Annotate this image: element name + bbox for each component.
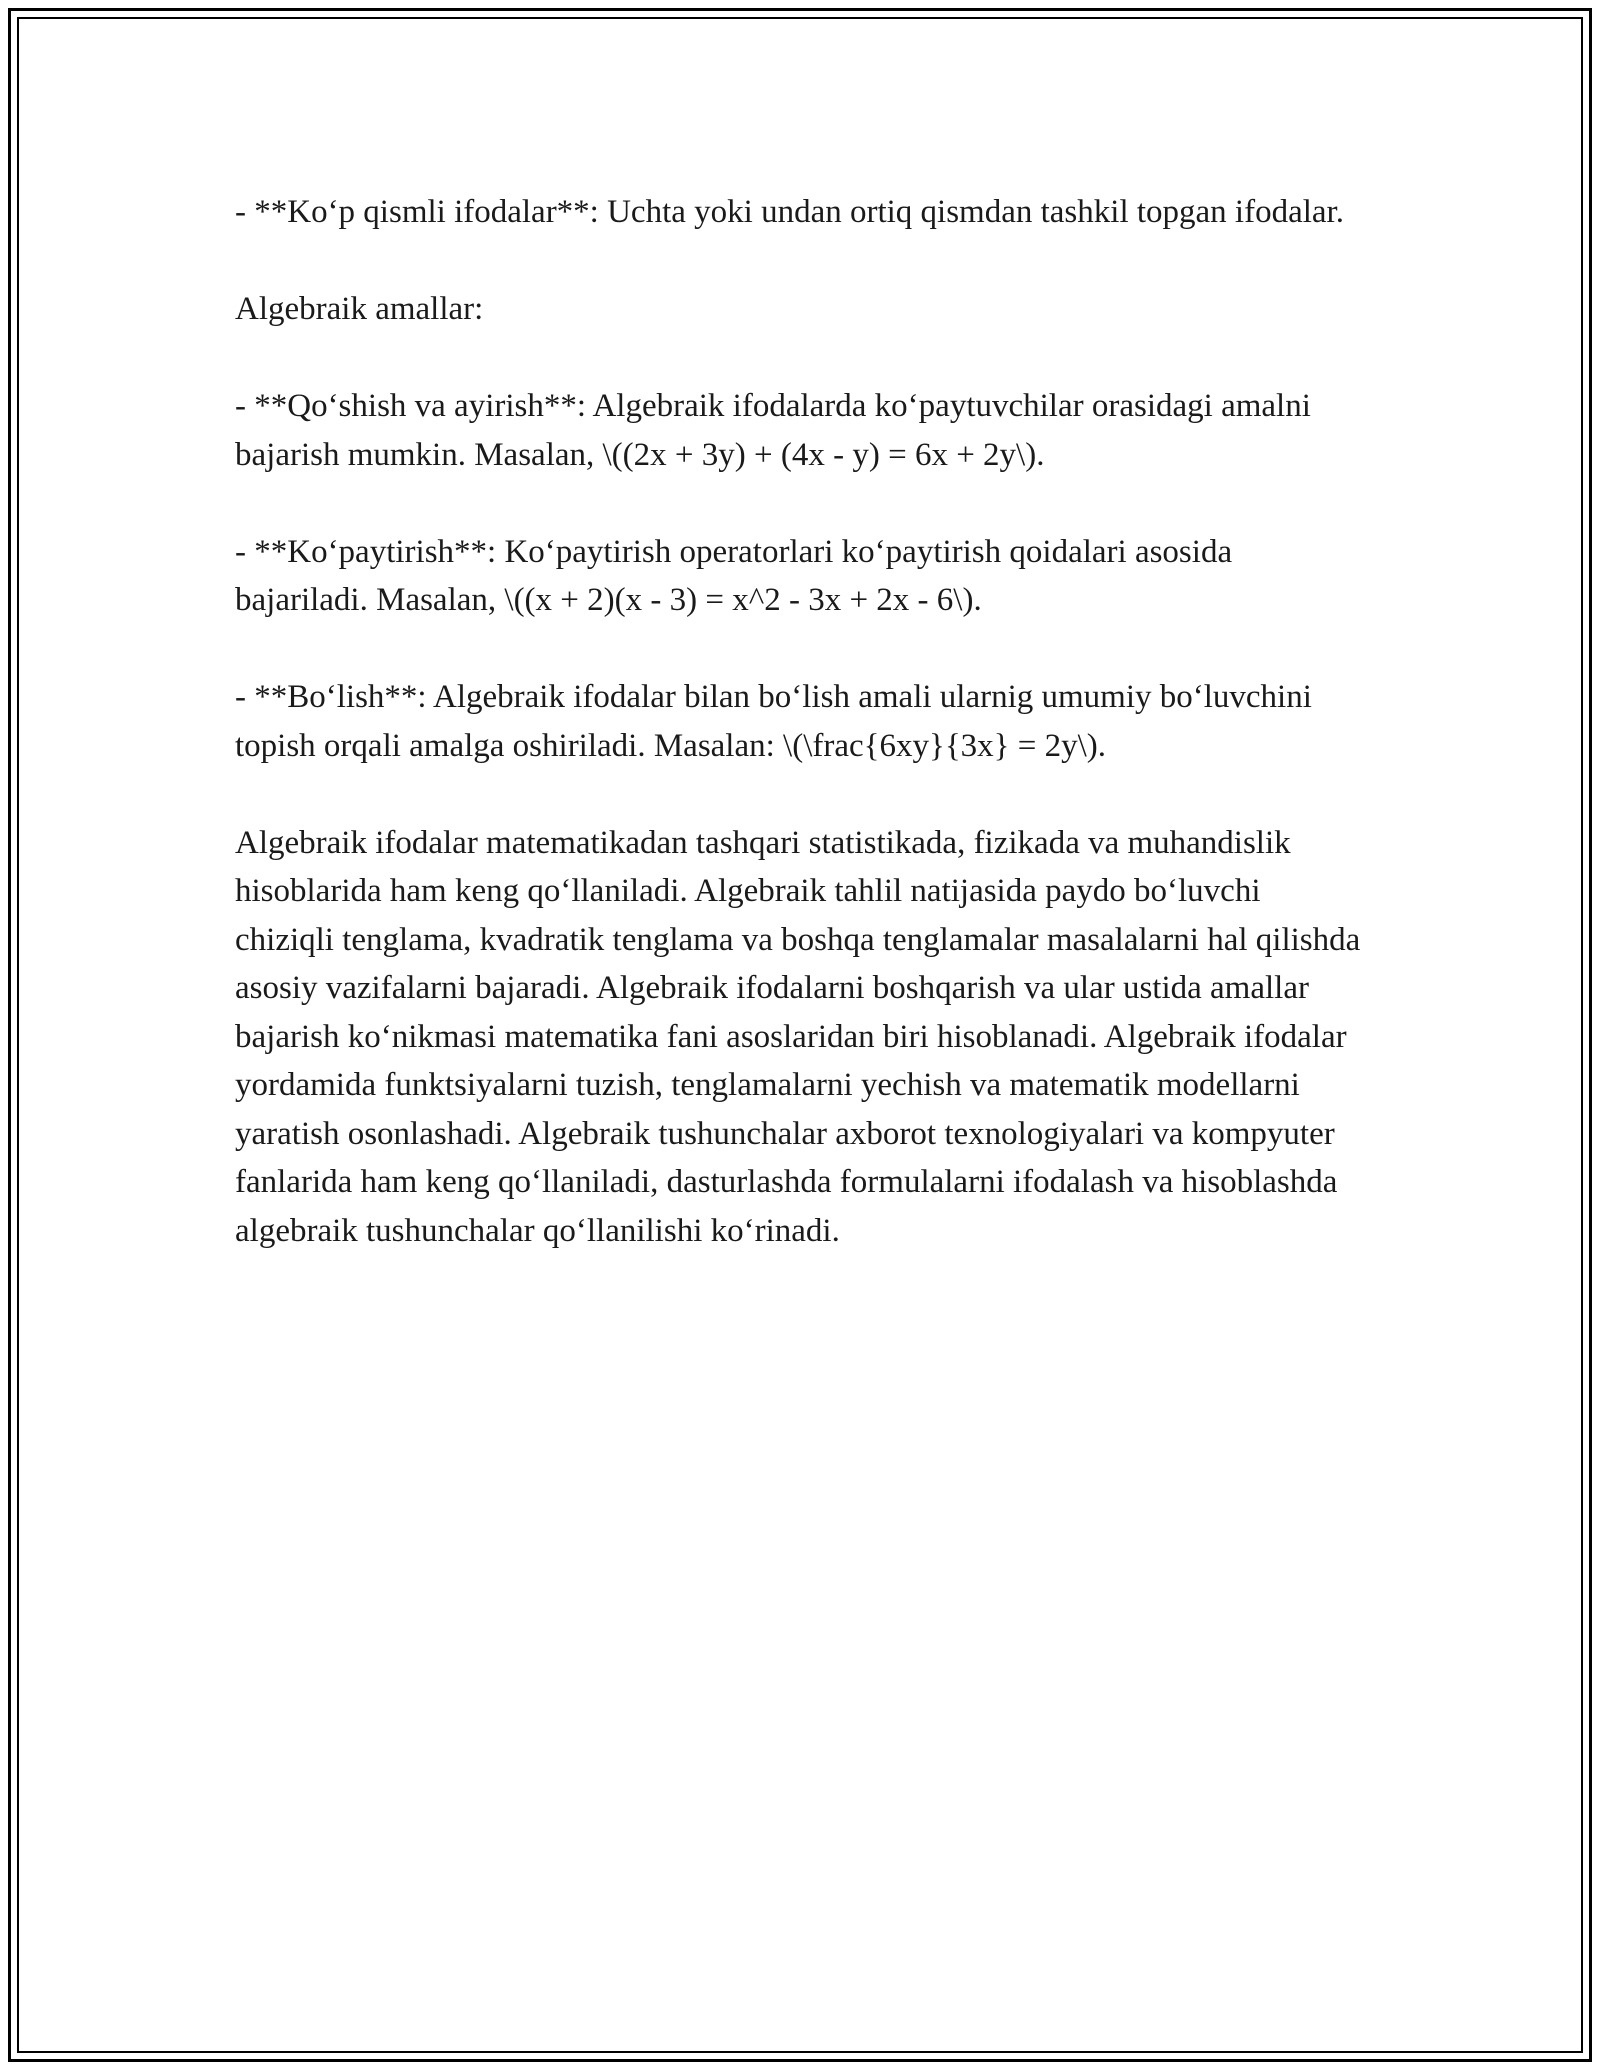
- section-heading-algebraic-operations: Algebraik amallar:: [235, 291, 484, 327]
- list-item-division: - **Bo‘lish**: Algebraik ifodalar bilan bo‘lish amali ularnig umumiy bo‘luvchini topish orqali amalga oshiriladi. Masalan: \(\frac{6xy}{3x} = 2y\).: [235, 679, 1312, 764]
- body-paragraph-applications: Algebraik ifodalar matematikadan tashqari statistikada, fizikada va muhandislik hisoblarida ham keng qo‘llaniladi. Algebraik tahlil natijasida paydo bo‘luvchi chiziqli tenglama, kvadratik tenglama va boshqa tenglamalar masalalarni hal qilishda asosiy vazifalarni bajaradi. Algebraik ifodalarni boshqarish va ular ustida amallar bajarish ko‘nikmasi matematika fani asoslaridan biri hisoblanadi. Algebraik ifodalar yordamida funktsiyalarni tuzish, tenglamalarni yechish va matematik modellarni yaratish osonlashadi. Algebraik tushunchalar axborot texnologiyalari va kompyuter fanlarida ham keng qo‘llaniladi, dasturlashda formulalarni ifodalash va hisoblashda algebraik tushunchalar qo‘llanilishi ko‘rinadi.: [235, 824, 1361, 1249]
- list-item-multi-term-expressions: - **Ko‘p qismli ifodalar**: Uchta yoki undan ortiq qismdan tashkil topgan ifodalar.: [235, 194, 1344, 230]
- list-item-multiplication: - **Ko‘paytirish**: Ko‘paytirish operatorlari ko‘paytirish qoidalari asosida bajariladi. Masalan, \((x + 2)(x - 3) = x^2 - 3x + 2x - 6\).: [235, 533, 1233, 618]
- document-body: [235, 188, 1365, 1304]
- list-item-addition-subtraction: - **Qo‘shish va ayirish**: Algebraik ifodalarda ko‘paytuvchilar orasidagi amalni bajarish mumkin. Masalan, \((2x + 3y) + (4x - y) = 6x + 2y\).: [235, 388, 1311, 473]
